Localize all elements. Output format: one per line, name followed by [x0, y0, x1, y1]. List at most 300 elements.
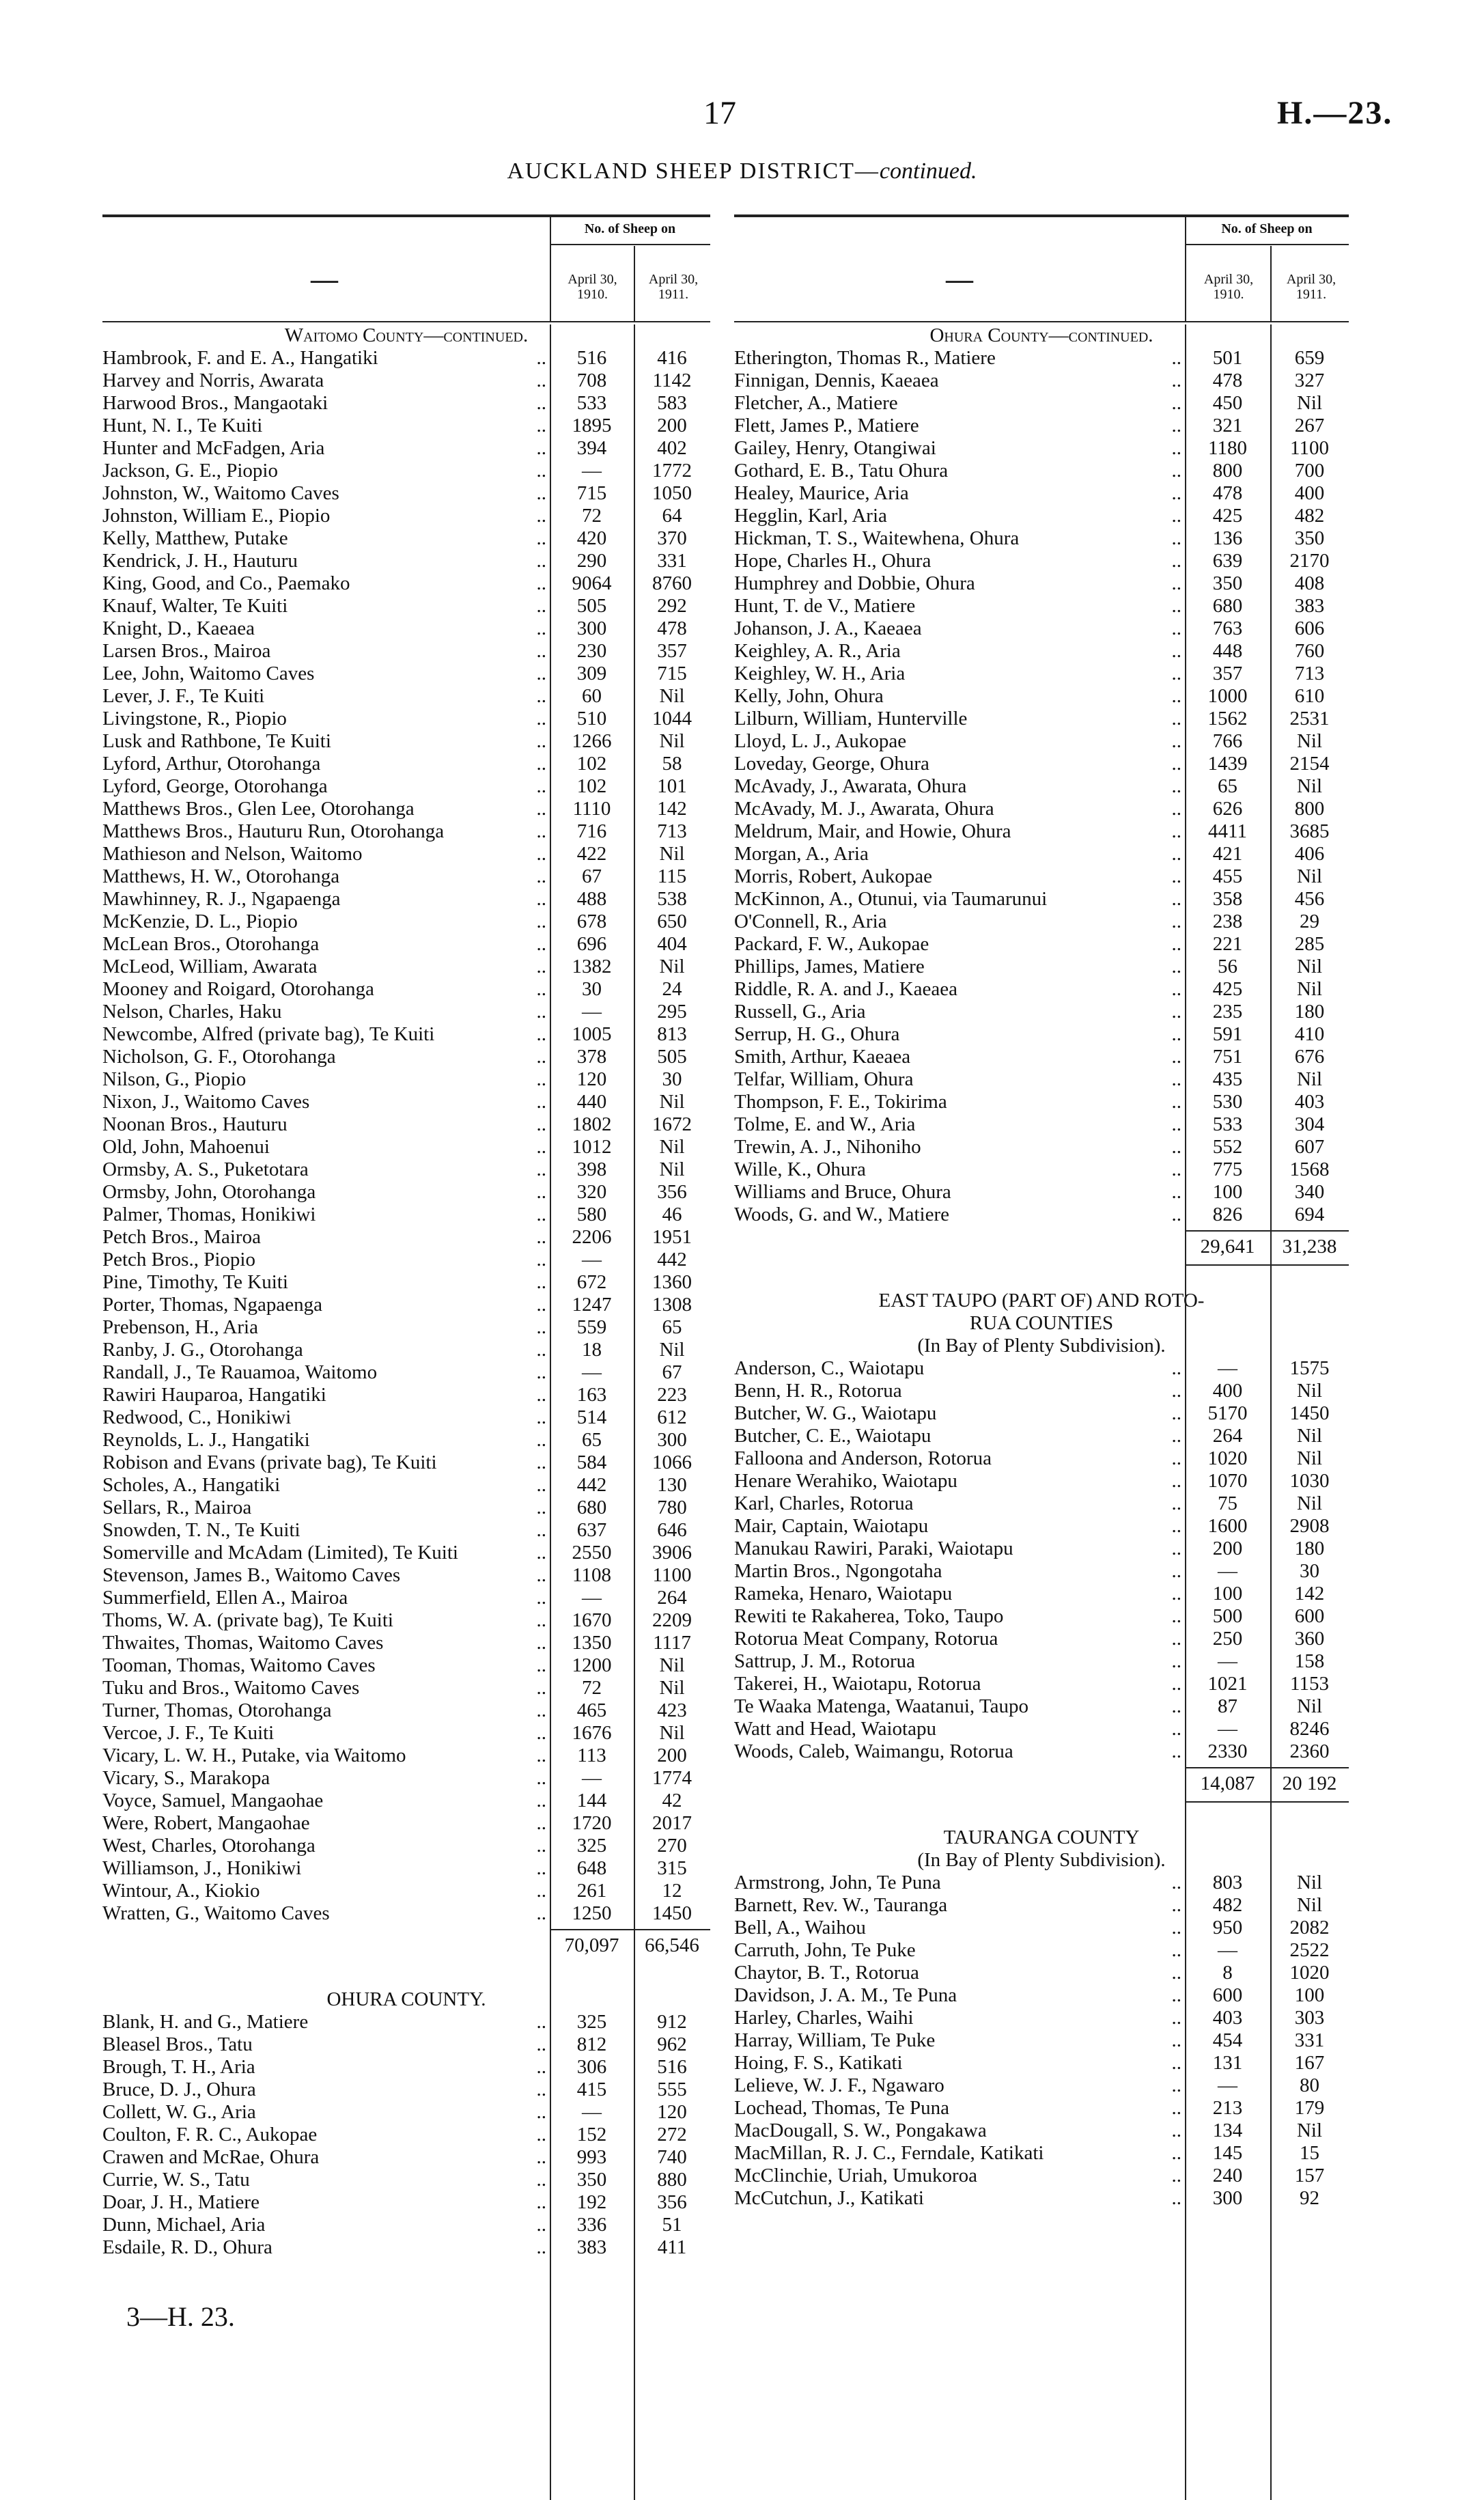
sheep-1910: 152 — [576, 2124, 607, 2145]
sheep-1910: 221 — [1212, 933, 1243, 955]
leader-dots: .. — [1171, 415, 1181, 436]
sheep-1911: Nil — [1296, 1425, 1323, 1447]
leader-dots: .. — [536, 1835, 546, 1857]
sheep-1911: 2170 — [1289, 550, 1330, 572]
table-row — [102, 1294, 710, 1316]
owner-name: Hambrook, F. and E. A., Hangatiki — [102, 347, 378, 369]
sheep-1910: 56 — [1218, 956, 1237, 977]
owner-name: McKinnon, A., Otunui, via Taumarunui — [734, 888, 1048, 910]
leader-dots: .. — [536, 550, 546, 572]
owner-name: Smith, Arthur, Kaeaea — [734, 1046, 911, 1068]
sheep-1911: 383 — [1294, 595, 1325, 617]
sheep-1911: 300 — [657, 1429, 687, 1451]
leader-dots: .. — [1171, 2165, 1181, 2186]
table-row — [102, 1023, 710, 1046]
leader-dots: .. — [1171, 1023, 1181, 1045]
owner-name: Esdaile, R. D., Ohura — [102, 2236, 272, 2258]
sheep-1910: 1012 — [572, 1136, 612, 1158]
owner-name: Williams and Bruce, Ohura — [734, 1181, 951, 1203]
owner-name: Telfar, William, Ohura — [734, 1068, 914, 1090]
header-dash: — — [311, 264, 338, 294]
leader-dots: .. — [536, 2236, 546, 2258]
table-row — [734, 527, 1349, 550]
waitomo-total — [102, 1925, 710, 1966]
table-row — [102, 1902, 710, 1925]
sheep-1911: Nil — [659, 685, 685, 707]
sheep-1910: 448 — [1212, 640, 1243, 662]
owner-name: Kelly, John, Ohura — [734, 685, 884, 707]
table-row — [102, 956, 710, 978]
sheep-1910: 552 — [1212, 1136, 1243, 1158]
leader-dots: .. — [536, 617, 546, 639]
leader-dots: .. — [536, 1902, 546, 1924]
owner-name: Sellars, R., Mairoa — [102, 1497, 252, 1518]
leader-dots: .. — [536, 1654, 546, 1676]
table-row — [102, 1406, 710, 1429]
sheep-1910: 72 — [582, 505, 602, 527]
table-row — [102, 1136, 710, 1158]
owner-name: Russell, G., Aria — [734, 1001, 866, 1023]
leader-dots: .. — [536, 347, 546, 369]
leader-dots: .. — [1171, 1447, 1181, 1469]
owner-name: Etherington, Thomas R., Matiere — [734, 347, 996, 369]
leader-dots: .. — [1171, 888, 1181, 910]
section-title-ohura-continued: Ohura County—continued. — [929, 324, 1153, 346]
leader-dots: .. — [536, 1722, 546, 1744]
table-row — [734, 2052, 1349, 2074]
sheep-1910: — — [582, 460, 602, 482]
sheep-1911: 64 — [662, 505, 682, 527]
sheep-1910: 60 — [582, 685, 602, 707]
leader-dots: .. — [536, 753, 546, 775]
leader-dots: .. — [536, 1519, 546, 1541]
table-row — [734, 1136, 1349, 1158]
leader-dots: .. — [1171, 572, 1181, 594]
sheep-1910: 336 — [576, 2214, 607, 2236]
table-row — [102, 1091, 710, 1113]
sheep-1910: — — [582, 1587, 602, 1609]
leader-dots: .. — [1171, 1470, 1181, 1492]
leader-dots: .. — [536, 865, 546, 887]
sheep-1910: 465 — [576, 1699, 607, 1721]
leader-dots: .. — [536, 1632, 546, 1654]
sheep-1910: 680 — [576, 1497, 607, 1518]
sheep-1910: 501 — [1212, 347, 1243, 369]
sheep-1911: Nil — [1296, 1492, 1323, 1514]
table-row — [734, 2187, 1349, 2210]
sheep-1911: 1142 — [652, 370, 692, 391]
leader-dots: .. — [1171, 1695, 1181, 1717]
owner-name: Healey, Maurice, Aria — [734, 482, 909, 504]
sheep-1911: 200 — [657, 415, 687, 436]
sheep-1910: 238 — [1212, 911, 1243, 932]
owner-name: Palmer, Thomas, Honikiwi — [102, 1204, 316, 1225]
page-reference: H.—23. — [1277, 95, 1393, 131]
sheep-1911: 24 — [662, 978, 682, 1000]
sheep-1910: 648 — [576, 1857, 607, 1879]
sheep-1910: 261 — [576, 1880, 607, 1902]
owner-name: Snowden, T. N., Te Kuiti — [102, 1519, 300, 1541]
header-col-1911: April 30, 1911. — [1286, 272, 1336, 302]
sheep-1911: 676 — [1294, 1046, 1325, 1068]
table-row — [734, 1538, 1349, 1560]
owner-name: Matthews, H. W., Otorohanga — [102, 865, 340, 887]
owner-name: Sattrup, J. M., Rotorua — [734, 1650, 916, 1672]
table-row — [734, 1560, 1349, 1583]
table-row — [102, 1361, 710, 1384]
sheep-1911: 694 — [1294, 1204, 1325, 1225]
table-row — [102, 437, 710, 460]
leader-dots: .. — [536, 2056, 546, 2078]
sheep-1911: 1951 — [652, 1226, 692, 1248]
sheep-1910: 67 — [582, 865, 602, 887]
leader-dots: .. — [536, 1677, 546, 1699]
table-row — [734, 572, 1349, 595]
leader-dots: .. — [536, 640, 546, 662]
owner-name: Watt and Head, Waiotapu — [734, 1718, 936, 1740]
sheep-1911: 130 — [657, 1474, 687, 1496]
sheep-1910: 358 — [1212, 888, 1243, 910]
owner-name: Nilson, G., Piopio — [102, 1068, 247, 1090]
owner-name: Martin Bros., Ngongotaha — [734, 1560, 942, 1582]
sheep-1911: 80 — [1300, 2074, 1319, 2096]
owner-name: MacMillan, R. J. C., Ferndale, Katikati — [734, 2142, 1044, 2164]
sheep-1910: 145 — [1212, 2142, 1243, 2164]
sheep-1911: 1020 — [1289, 1962, 1330, 1984]
sheep-1910: 1200 — [572, 1654, 612, 1676]
owner-name: Wille, K., Ohura — [734, 1158, 866, 1180]
owner-name: Carruth, John, Te Puke — [734, 1939, 916, 1961]
owner-name: King, Good, and Co., Paemako — [102, 572, 350, 594]
sheep-1910: 584 — [576, 1452, 607, 1473]
leader-dots: .. — [536, 820, 546, 842]
owner-name: McLeod, William, Awarata — [102, 956, 318, 977]
owner-name: Hope, Charles H., Ohura — [734, 550, 932, 572]
leader-dots: .. — [1171, 1380, 1181, 1402]
owner-name: Woods, Caleb, Waimangu, Rotorua — [734, 1740, 1013, 1762]
owner-name: Thompson, F. E., Tokirima — [734, 1091, 947, 1113]
sheep-1910: 763 — [1212, 617, 1243, 639]
leader-dots: .. — [536, 2124, 546, 2145]
ohura-rows — [102, 2011, 710, 2259]
table-row — [734, 460, 1349, 482]
sheep-1910: 800 — [1212, 460, 1243, 482]
left-table-header — [102, 212, 710, 324]
sheep-1910: 680 — [1212, 595, 1243, 617]
table-row — [102, 888, 710, 911]
sheep-1910: 1350 — [572, 1632, 612, 1654]
table-row — [734, 1091, 1349, 1113]
leader-dots: .. — [536, 1767, 546, 1789]
sheep-1910: 715 — [576, 482, 607, 504]
owner-name: Ormsby, John, Otorohanga — [102, 1181, 316, 1203]
left-column — [102, 212, 710, 2259]
owner-name: Lusk and Rathbone, Te Kuiti — [102, 730, 331, 752]
sheep-1911: 92 — [1300, 2187, 1319, 2209]
owner-name: Somerville and McAdam (Limited), Te Kuiti — [102, 1542, 458, 1564]
east-taupo-total — [734, 1763, 1349, 1804]
table-row — [734, 933, 1349, 956]
table-row — [102, 1226, 710, 1249]
table-row — [102, 775, 710, 798]
table-row — [102, 1158, 710, 1181]
leader-dots: .. — [536, 1158, 546, 1180]
owner-name: MacDougall, S. W., Pongakawa — [734, 2120, 987, 2141]
sheep-1910: — — [1218, 1560, 1237, 1582]
owner-name: McLean Bros., Otorohanga — [102, 933, 320, 955]
table-row — [734, 1470, 1349, 1492]
owner-name: Dunn, Michael, Aria — [102, 2214, 266, 2236]
owner-name: Morris, Robert, Aukopae — [734, 865, 932, 887]
owner-name: Morgan, A., Aria — [734, 843, 869, 865]
ohura-total — [734, 1226, 1349, 1267]
table-row — [102, 1857, 710, 1880]
sheep-1910: 306 — [576, 2056, 607, 2078]
leader-dots: .. — [536, 482, 546, 504]
sheep-1911: 2209 — [652, 1609, 692, 1631]
owner-name: Kendrick, J. H., Hauturu — [102, 550, 298, 572]
leader-dots: .. — [536, 1587, 546, 1609]
sheep-1911: 715 — [657, 663, 687, 684]
sheep-1911: Nil — [659, 1136, 685, 1158]
leader-dots: .. — [536, 978, 546, 1000]
leader-dots: .. — [1171, 437, 1181, 459]
waitomo-rows — [102, 347, 710, 1925]
table-row — [102, 1339, 710, 1361]
table-row — [102, 460, 710, 482]
leader-dots: .. — [1171, 1515, 1181, 1537]
sheep-1911: 179 — [1294, 2097, 1325, 2119]
sheep-1910: 950 — [1212, 1917, 1243, 1939]
sheep-1910: 1108 — [572, 1564, 611, 1586]
sheep-1911: 331 — [1294, 2029, 1325, 2051]
table-row — [102, 2236, 710, 2259]
leader-dots: .. — [536, 505, 546, 527]
sheep-1910: — — [1218, 2074, 1237, 2096]
leader-dots: .. — [1171, 1158, 1181, 1180]
sheep-1910: 309 — [576, 663, 607, 684]
sheep-1911: Nil — [659, 730, 685, 752]
sheep-1911: 272 — [657, 2124, 687, 2145]
table-row — [102, 1880, 710, 1902]
sheep-1911: Nil — [659, 1677, 685, 1699]
sheep-1911: 267 — [1294, 415, 1325, 436]
leader-dots: .. — [536, 527, 546, 549]
owner-name: Chaytor, B. T., Rotorua — [734, 1962, 919, 1984]
table-row — [734, 2074, 1349, 2097]
table-row — [734, 1695, 1349, 1718]
owner-name: Larsen Bros., Mairoa — [102, 640, 271, 662]
sheep-1910: 533 — [576, 392, 607, 414]
table-row — [102, 1587, 710, 1609]
owner-name: Anderson, C., Waiotapu — [734, 1357, 925, 1379]
owner-name: Wratten, G., Waitomo Caves — [102, 1902, 330, 1924]
right-table-header — [734, 212, 1349, 324]
owner-name: Harwood Bros., Mangaotaki — [102, 392, 328, 414]
sheep-1911: 356 — [657, 1181, 687, 1203]
leader-dots: .. — [536, 1294, 546, 1316]
leader-dots: .. — [536, 663, 546, 684]
leader-dots: .. — [1171, 2120, 1181, 2141]
leader-dots: .. — [1171, 1136, 1181, 1158]
leader-dots: .. — [1171, 482, 1181, 504]
sheep-1911: 67 — [662, 1361, 682, 1383]
sheep-1911: 350 — [1294, 527, 1325, 549]
owner-name: Butcher, C. E., Waiotapu — [734, 1425, 932, 1447]
sheep-1911: 100 — [1294, 1984, 1325, 2006]
leader-dots: .. — [536, 595, 546, 617]
owner-name: Lelieve, W. J. F., Ngawaro — [734, 2074, 944, 2096]
sheep-1910: 300 — [1212, 2187, 1243, 2209]
leader-dots: .. — [1171, 550, 1181, 572]
leader-dots: .. — [536, 2146, 546, 2168]
leader-dots: .. — [1171, 505, 1181, 527]
leader-dots: .. — [1171, 753, 1181, 775]
leader-dots: .. — [536, 1406, 546, 1428]
sheep-1911: 1450 — [652, 1902, 692, 1924]
table-row — [102, 1609, 710, 1632]
sheep-1911: 360 — [1294, 1628, 1325, 1650]
leader-dots: .. — [536, 1609, 546, 1631]
sheep-1910: 72 — [582, 1677, 602, 1699]
leader-dots: .. — [1171, 1984, 1181, 2006]
leader-dots: .. — [1171, 527, 1181, 549]
sheep-1911: 264 — [657, 1587, 687, 1609]
table-row — [102, 2011, 710, 2033]
sheep-1911: 404 — [657, 933, 687, 955]
leader-dots: .. — [1171, 978, 1181, 1000]
owner-name: Armstrong, John, Te Puna — [734, 1872, 941, 1893]
leader-dots: .. — [1171, 2142, 1181, 2164]
sheep-1911: 200 — [657, 1745, 687, 1766]
owner-name: Harvey and Norris, Awarata — [102, 370, 324, 391]
owner-name: Lyford, Arthur, Otorohanga — [102, 753, 321, 775]
sheep-1911: 760 — [1294, 640, 1325, 662]
sheep-1910: 766 — [1212, 730, 1243, 752]
sheep-1910: — — [582, 2101, 602, 2123]
leader-dots: .. — [536, 370, 546, 391]
sheep-1910: — — [1218, 1718, 1237, 1740]
tauranga-rows — [734, 1872, 1349, 2210]
table-row — [102, 2191, 710, 2214]
sheep-1911: 423 — [657, 1699, 687, 1721]
owner-name: Tolme, E. and W., Aria — [734, 1113, 916, 1135]
owner-name: Mair, Captain, Waiotapu — [734, 1515, 929, 1537]
leader-dots: .. — [1171, 2074, 1181, 2096]
owner-name: Thwaites, Thomas, Waitomo Caves — [102, 1632, 384, 1654]
sheep-1911: Nil — [659, 1722, 685, 1744]
owner-name: Flett, James P., Matiere — [734, 415, 919, 436]
sheep-1911: 180 — [1294, 1538, 1325, 1559]
leader-dots: .. — [536, 1699, 546, 1721]
sheep-1910: 290 — [576, 550, 607, 572]
section-subtitle-tauranga: (In Bay of Plenty Subdivision). — [917, 1849, 1166, 1871]
leader-dots: .. — [536, 1384, 546, 1406]
sheep-1911: Nil — [1296, 956, 1323, 977]
owner-name: Keighley, A. R., Aria — [734, 640, 901, 662]
sheep-1911: 880 — [657, 2169, 687, 2191]
sheep-1910: 9064 — [572, 572, 612, 594]
leader-dots: .. — [536, 1136, 546, 1158]
table-row — [734, 1962, 1349, 1984]
sheep-1911: 370 — [657, 527, 687, 549]
leader-dots: .. — [536, 730, 546, 752]
sheep-1911: 115 — [657, 865, 687, 887]
leader-dots: .. — [536, 1113, 546, 1135]
leader-dots: .. — [1171, 2007, 1181, 2029]
sheep-1910: 1020 — [1207, 1447, 1248, 1469]
owner-name: Keighley, W. H., Aria — [734, 663, 906, 684]
table-row — [102, 753, 710, 775]
owner-name: Lee, John, Waitomo Caves — [102, 663, 315, 684]
leader-dots: .. — [536, 708, 546, 730]
sheep-1911: 29 — [1300, 911, 1319, 932]
owner-name: Pine, Timothy, Te Kuiti — [102, 1271, 288, 1293]
leader-dots: .. — [1171, 1583, 1181, 1605]
sheep-1911: 1066 — [652, 1452, 692, 1473]
footer-signature: 3—H. 23. — [126, 2301, 235, 2332]
leader-dots: .. — [536, 1452, 546, 1473]
owner-name: Meldrum, Mair, and Howie, Ohura — [734, 820, 1011, 842]
owner-name: Benn, H. R., Rotorua — [734, 1380, 902, 1402]
sheep-1910: 325 — [576, 2011, 607, 2033]
table-row — [102, 865, 710, 888]
owner-name: Blank, H. and G., Matiere — [102, 2011, 309, 2033]
sheep-1910: 482 — [1212, 1894, 1243, 1916]
owner-name: West, Charles, Otorohanga — [102, 1835, 316, 1857]
sheep-1910: — — [582, 1249, 602, 1270]
sheep-1910: 134 — [1212, 2120, 1243, 2141]
sheep-1911: 8760 — [652, 572, 692, 594]
sheep-1911: Nil — [1296, 1872, 1323, 1893]
table-row — [734, 482, 1349, 505]
leader-dots: .. — [1171, 1740, 1181, 1762]
sheep-1910: 812 — [576, 2033, 607, 2055]
leader-dots: .. — [1171, 1718, 1181, 1740]
table-row — [102, 2056, 710, 2079]
leader-dots: .. — [536, 2011, 546, 2033]
owner-name: Hickman, T. S., Waitewhena, Ohura — [734, 527, 1020, 549]
owner-name: Ormsby, A. S., Puketotara — [102, 1158, 309, 1180]
table-row — [102, 2124, 710, 2146]
sheep-1911: 327 — [1294, 370, 1325, 391]
sheep-1910: 4411 — [1208, 820, 1247, 842]
table-row — [102, 798, 710, 820]
sheep-1911: 1575 — [1289, 1357, 1330, 1379]
sheep-1911: 740 — [657, 2146, 687, 2168]
table-row — [102, 2146, 710, 2169]
sheep-1911: 1100 — [652, 1564, 692, 1586]
table-row — [102, 370, 710, 392]
leader-dots: .. — [1171, 1204, 1181, 1225]
table-row — [102, 1767, 710, 1790]
sheep-1910: 8 — [1222, 1962, 1233, 1984]
sheep-1911: Nil — [659, 843, 685, 865]
owner-name: Butcher, W. G., Waiotapu — [734, 1402, 937, 1424]
sheep-1910: 136 — [1212, 527, 1243, 549]
owner-name: Packard, F. W., Aukopae — [734, 933, 929, 955]
table-row — [102, 1474, 710, 1497]
sheep-1911: Nil — [659, 1091, 685, 1113]
sheep-1910: 383 — [576, 2236, 607, 2258]
owner-name: Voyce, Samuel, Mangaohae — [102, 1790, 324, 1811]
sheep-1910: 394 — [576, 437, 607, 459]
sheep-1911: 285 — [1294, 933, 1325, 955]
sheep-1910: 350 — [576, 2169, 607, 2191]
owner-name: Nelson, Charles, Haku — [102, 1001, 282, 1023]
leader-dots: .. — [536, 1068, 546, 1090]
sheep-1911: 12 — [662, 1880, 682, 1902]
